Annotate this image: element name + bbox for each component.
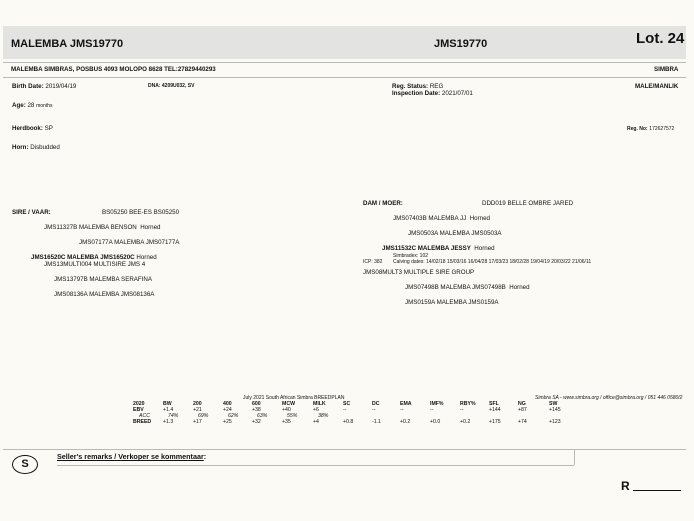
reg-status: Reg. Status: REG (392, 83, 444, 90)
ebv-value: +6 (313, 407, 319, 413)
acc-value: 63% (257, 413, 268, 419)
ebv-value: +21 (193, 407, 202, 413)
ebv-row-label: EBV (133, 407, 144, 413)
ebv-value: -- (430, 407, 434, 413)
price-label: R (621, 479, 630, 493)
ebv-value: -- (400, 407, 404, 413)
remarks-line-vertical (574, 449, 575, 465)
ebv-value: +24 (223, 407, 232, 413)
breed-value: +0.8 (343, 419, 354, 425)
dna-info: DNA: 4209U032, SV (148, 83, 195, 89)
birth-date: Birth Date: 2019/04/19 (12, 83, 77, 90)
acc-value: 74% (168, 413, 179, 419)
breed-row-label: BREED (133, 419, 152, 425)
ebv-value: -- (343, 407, 347, 413)
breed-value: -1.1 (372, 419, 381, 425)
acc-value: 38% (318, 413, 329, 419)
ebv-caption: July 2021 South African Simbra BREEDPLAN (243, 395, 345, 401)
seller-remarks: Seller's remarks / Verkoper se kommentaar: (57, 452, 207, 461)
breed-value: +0.2 (460, 419, 471, 425)
divider (3, 449, 686, 450)
horn-status: Horn: Disbudded (12, 144, 60, 151)
divider (3, 62, 686, 63)
ebv-column-header: RBY% (460, 401, 476, 407)
acc-value: 62% (228, 413, 239, 419)
breed-value: +32 (252, 419, 261, 425)
remarks-line (57, 465, 574, 466)
inspection-date: Inspection Date: 2021/07/01 (392, 90, 473, 97)
dam-label: DAM / MOER: (363, 200, 403, 207)
dam-main: JMS11532C MALEMBA JESSY Horned (382, 245, 495, 252)
age: Age: 28 months (12, 102, 53, 109)
sire-label: SIRE / VAAR: (12, 209, 51, 216)
animal-code: JMS19770 (434, 38, 488, 50)
dam-name: DDD019 BELLE OMBRE JARED (482, 200, 574, 207)
lot-number: Lot. 24 (636, 30, 685, 47)
ebv-column-header: BW (163, 401, 172, 407)
ebv-value: +40 (282, 407, 291, 413)
ebv-column-header: 600 (252, 401, 261, 407)
ebv-column-header: NG (518, 401, 526, 407)
calving-dates: Calving dates: 14/02/18 15/03/16 16/04/28 17/03/23 18/02/28 19/04/19 20/03/22 21/06/11 (393, 259, 592, 265)
dam-dam: JMS08MULT3 MULTIPLE SIRE GROUP (363, 269, 475, 276)
breed-name: SIMBRA (654, 66, 679, 73)
sire-dam-dam: JMS08136A MALEMBA JMS08136A (54, 291, 155, 298)
breed-value: +175 (489, 419, 501, 425)
sire-sire-sire: JMS07177A MALEMBA JMS07177A (79, 239, 180, 246)
sire-dam: JMS13797B MALEMBA SERAFINA (54, 276, 153, 283)
dam-dam-dam: JMS0159A MALEMBA JMS0159A (405, 299, 499, 306)
breed-value: +4 (313, 419, 319, 425)
icp: ICP: 382 (363, 259, 383, 265)
acc-row-label: ACC (139, 413, 150, 419)
animal-title: MALEMBA JMS19770 (11, 38, 124, 50)
ebv-value: -- (372, 407, 376, 413)
ebv-value: +38 (252, 407, 261, 413)
dam-sire-sire: JMS0503A MALEMBA JMS0503A (408, 230, 502, 237)
price-line (633, 490, 681, 491)
ebv-value: +87 (518, 407, 527, 413)
ebv-column-header: SFL (489, 401, 499, 407)
breed-value: +123 (549, 419, 561, 425)
breed-value: +0.2 (400, 419, 411, 425)
ebv-column-header: 200 (193, 401, 202, 407)
sire-main-sub: JMS13MULTI004 MULTISIRE JMS 4 (44, 261, 146, 268)
ebv-column-header: SC (343, 401, 351, 407)
breed-value: +0.0 (430, 419, 441, 425)
ebv-year: 2020 (133, 401, 145, 407)
sire-main: JMS16520C MALEMBA JMS16520C Horned (31, 254, 157, 261)
ebv-column-header: MCW (282, 401, 295, 407)
sire-sire: JMS11327B MALEMBA BENSON Horned (44, 224, 161, 231)
simbra-logo: S (12, 455, 38, 474)
divider (3, 77, 686, 78)
ebv-value: +144 (489, 407, 501, 413)
breeder-line: MALEMBA SIMBRAS, POSBUS 4093 MOLOPO 8628 TEL:27829440293 (11, 66, 216, 73)
breed-value: +17 (193, 419, 202, 425)
breed-value: +25 (223, 419, 232, 425)
ebv-value: +145 (549, 407, 561, 413)
reg-number: Reg. No: 172627572 (627, 126, 675, 132)
dam-sire: JMS07403B MALEMBA JJ Horned (393, 215, 490, 222)
acc-value: 69% (198, 413, 209, 419)
breed-value: +74 (518, 419, 527, 425)
ebv-column-header: 400 (223, 401, 232, 407)
acc-value: 55% (287, 413, 298, 419)
ebv-column-header: DC (372, 401, 380, 407)
simbra-contact: Simbra SA - www.simbra.org / office@simbra.org / 051 446 0580/2 (535, 395, 683, 401)
ebv-value: -- (460, 407, 464, 413)
dam-dam-sire: JMS07498B MALEMBA JMS07498B Horned (405, 284, 530, 291)
ebv-column-header: MILK (313, 401, 326, 407)
breed-value: +1.3 (163, 419, 174, 425)
sire-name: BS05250 BEE-ES BS05250 (102, 209, 180, 216)
breed-value: +35 (282, 419, 291, 425)
sex: MALE/MANLIK (635, 83, 679, 90)
ebv-value: +1.4 (163, 407, 174, 413)
ebv-column-header: IMF% (430, 401, 444, 407)
simbradex: Simbradex: 102 (393, 253, 429, 259)
ebv-column-header: EMA (400, 401, 412, 407)
ebv-column-header: SW (549, 401, 558, 407)
herdbook: Herdbook: SP (12, 125, 53, 132)
